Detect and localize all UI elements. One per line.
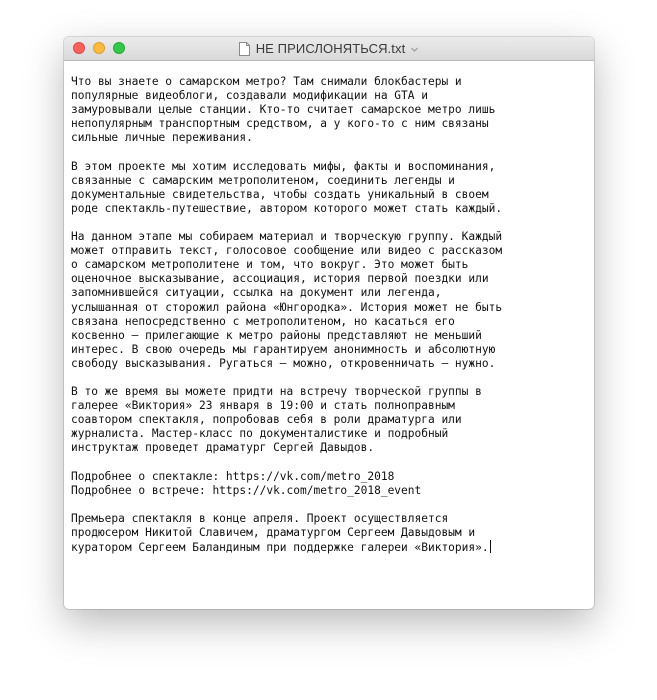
text-line: популярные видеоблоги, создавали модификации на GTA и: [71, 89, 428, 103]
text-cursor: [490, 540, 491, 553]
paragraph: [71, 512, 591, 555]
paragraph: [71, 75, 591, 145]
text-line: галерее «Виктория» 23 января в 19:00 и стать полноправным: [71, 399, 455, 413]
text-line: услышанная от сторожил района «Юнгородка». История может не быть: [71, 300, 503, 314]
text-line: инструктаж проведет драматург Сергей Давыдов.: [71, 441, 375, 455]
text-line: журналиста. Мастер-класс по документалистике и подробный: [71, 427, 449, 441]
text-line: замуровывали целые станции. Кто-то считает самарское метро лишь: [71, 103, 496, 117]
text-line: косвенно — прилегающие к метро районы представляют не меньший: [71, 328, 482, 342]
document-icon: [239, 42, 250, 56]
text-line: связана непосредственно с метрополитеном, но касаться его: [71, 314, 455, 328]
text-line: связанные с самарским метрополитеном, соединить легенды и: [71, 173, 455, 187]
text-line: Подробнее о спектакле: https://vk.com/metro_2018: [71, 469, 395, 483]
text-line: может отправить текст, голосовое сообщение или видео с рассказом: [71, 244, 503, 258]
text-line: запомнившейся ситуации, ссылка на документ или легенда,: [71, 286, 442, 300]
window-title-group[interactable]: [64, 37, 594, 60]
text-line: интерес. В свою очередь мы гарантируем анонимность и абсолютную: [71, 342, 496, 356]
text-line: соавтором спектакля, попробовав себя в роли драматурга или: [71, 413, 462, 427]
chevron-down-icon[interactable]: [410, 45, 419, 54]
title-bar[interactable]: [64, 37, 594, 61]
paragraph: [71, 230, 591, 371]
text-line: Подробнее о встрече: https://vk.com/metro_2018_event: [71, 483, 422, 497]
text-line: свободу высказывания. Ругаться — можно, откровенничать — нужно.: [71, 356, 496, 370]
text-line: документальные свидетельства, чтобы создать уникальный в своем: [71, 187, 489, 201]
text-line: куратором Сергеем Баландиным при поддержке галереи «Виктория».: [71, 541, 489, 555]
paragraph: [71, 385, 591, 455]
text-line: роде спектакль-путешествие, автором которого может стать каждый.: [71, 201, 503, 215]
text-line: В то же время вы можете придти на встречу творческой группы в: [71, 385, 482, 399]
document-text-area[interactable]: [71, 75, 591, 569]
text-line: о самарском метрополитене и том, что вокруг. Это может быть: [71, 258, 469, 272]
text-line: продюсером Никитой Славичем, драматургом Сергеем Давыдовым и: [71, 526, 476, 539]
text-line: В этом проекте мы хотим исследовать мифы, факты и воспоминания,: [71, 159, 496, 173]
text-line: оценочное высказывание, ассоциация, история первой поездки или: [71, 272, 489, 286]
window-title: НЕ ПРИСЛОНЯТЬСЯ.txt: [255, 41, 406, 56]
text-editor-window: [64, 37, 594, 609]
text-line: сильные личные переживания.: [71, 131, 253, 145]
text-line: На данном этапе мы собираем материал и творческую группу. Каждый: [71, 230, 503, 244]
paragraph: [71, 470, 591, 498]
text-line: непопулярным транспортным средством, а у кого-то с ним связаны: [71, 117, 489, 131]
text-line: Премьера спектакля в конце апреля. Проект осуществляется: [71, 511, 449, 525]
paragraph: [71, 160, 591, 216]
text-line: Что вы знаете о самарском метро? Там снимали блокбастеры и: [71, 75, 462, 88]
